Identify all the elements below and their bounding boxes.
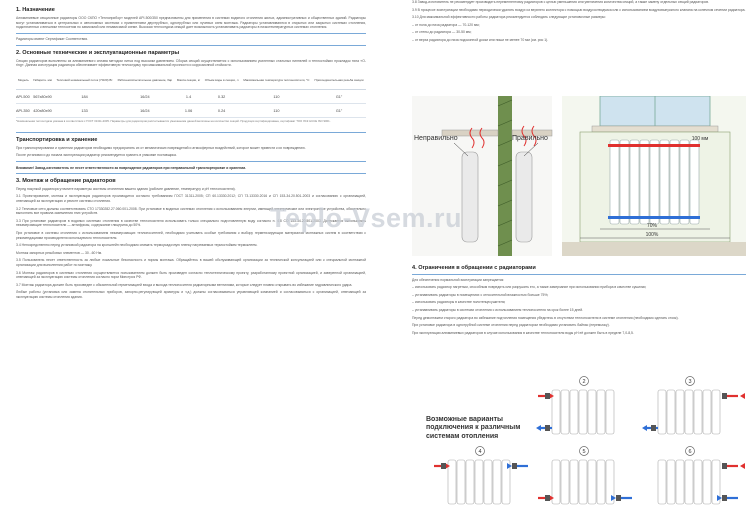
specs-table [16, 73, 366, 119]
table-row [16, 90, 366, 104]
divider [16, 132, 366, 133]
valve [616, 495, 621, 501]
label-wrong: Неправильно [414, 135, 458, 142]
windowsill [592, 126, 718, 132]
section-1-title: 1. Назначение [16, 7, 55, 13]
floor [562, 242, 746, 256]
table-header-cell: Модель [16, 73, 31, 90]
section-4-paragraph: – устанавливать радиаторы в системах отопления с использованием теплоносителя на срок более 15 дней. [412, 308, 584, 313]
section-4 [412, 262, 746, 372]
valve [512, 463, 517, 469]
table-cell: G1" [312, 90, 366, 104]
dim-70: 70% [646, 223, 658, 229]
table-header-cell: Присоединительная резьба секции [312, 73, 366, 90]
radiator-section [610, 140, 619, 224]
section-3-paragraph: 3.3 При установке радиаторов в водяных системах отопления в качестве теплоносителя использовать только специально подготовленную воду согласно п. 4.8 СО 153-34.20.501-2003. Допускается использовать незамерзающие теплоносители — антифризы, содержание глицерина до 50%. [16, 218, 366, 228]
table-cell: G1" [312, 104, 366, 118]
variant-radiator [642, 377, 745, 435]
variant-section [561, 460, 569, 504]
variant-section [712, 390, 720, 434]
section-4-title: 4. Ограничения в обращении с радиаторами [412, 265, 536, 271]
radiator-section [670, 140, 679, 224]
variant-section [597, 460, 605, 504]
right-paragraph: 3.10 Для максимальной эффективности работы радиатора рекомендуется соблюдать следующие установочные размеры: [412, 15, 606, 20]
divider [16, 33, 366, 34]
variant-section [703, 460, 711, 504]
variant-section [484, 460, 492, 504]
variant-section [676, 460, 684, 504]
radiator-section [650, 140, 659, 224]
variant-radiator [434, 447, 528, 505]
variant-section [685, 390, 693, 434]
valve [722, 495, 727, 501]
section-4-paragraph: – использовать радиаторы в качестве полотенцесушителя; [412, 300, 506, 305]
variants-title: Возможные варианты подключения к различным системам отопления [426, 416, 521, 440]
section-3-paragraph: При установке в системы отопления с использованием незамерзающих теплоносителей, необходимо учитывать особые требования к выбору герметизирующих материалов монтажных систем в соответствии с рекомендациями производителя используемого теплоносителя. [16, 231, 366, 240]
section-4-paragraph: При эксплуатации алюминиевых радиаторов в случае использования в качестве теплоносителя воды pH её должен быть в пределе 7,0-8,5. [412, 330, 634, 335]
section-4-paragraph: При установке радиатора в однотрубной системе отопления перед радиатором необходимо установить байпас (перемычку). [412, 323, 610, 328]
table-header-cell: Рабочее/испытательное давление, бар [115, 73, 175, 90]
variant-section [703, 390, 711, 434]
section-4-paragraph: – использовать радиатор нагретым, способным повредить или разрушить его, а также замерзание при использовании прибора в качестве сушилки; [412, 285, 647, 290]
table-header-cell: Габаритн. мм [31, 73, 54, 90]
arrow-head [740, 393, 745, 399]
arrow-head [536, 425, 541, 431]
section-3-paragraph: Монтаж запорных резьбовых элементов — 30...60 Нм. [16, 250, 103, 255]
divider [16, 173, 366, 174]
variant-section [685, 460, 693, 504]
variant-section [667, 390, 675, 434]
section-3-paragraph: 3.1 Проектирование, монтаж и эксплуатация радиаторов производится согласно требованиям ГОСТ 31311-2005; СП 60.13330.2012; СП 73.13330.2016 и СП 153-34.20.501-2003 и согласованию с организацией, отвечающей за эксплуатацию и ремонт системы отопления. [16, 194, 366, 204]
variant-number: 6 [688, 449, 692, 455]
variant-section [552, 390, 560, 434]
variants-diagram [414, 370, 746, 514]
variant-section [579, 460, 587, 504]
table-cell: 0.24 [202, 104, 240, 118]
radiator-wrong [462, 152, 478, 242]
transport-paragraph-2: После установки и до начала эксплуатации радиатор рекомендуется хранить в упаковке поставщика. [16, 153, 177, 158]
table-header-cell: Масса секции, кг [175, 73, 203, 90]
valve [545, 393, 550, 399]
table-header-cell: Объем воды в секции, л [202, 73, 240, 90]
variant-section [448, 460, 456, 504]
radiator-right [516, 152, 532, 242]
radiator-section [660, 140, 669, 224]
radiator-sections [610, 140, 699, 224]
table-cell: 420х80х90 [31, 104, 54, 118]
valve [441, 463, 446, 469]
variant-section [475, 460, 483, 504]
section-4-paragraph: Для обеспечения нормальной эксплуатации запрещается: [412, 277, 505, 282]
section-3-paragraph: 3.7 Монтаж радиатора должен быть произведен с обязательной герметизацией входа и выхода теплоносителя радиаторными вентилями, которые следует плавно открывать во избежание гидравлического удара. [16, 282, 353, 287]
variant-section [570, 460, 578, 504]
divider [16, 45, 366, 46]
hot-pipe [608, 144, 700, 147]
transport-title: Транспортировка и хранение [16, 136, 98, 143]
table-cell: 110 [241, 90, 312, 104]
dim-100: 100% [645, 232, 659, 238]
right-paragraph: – от верха радиатора до низа подоконной доски или ниши не менее 70 мм (см. рис 1). [412, 37, 549, 42]
variant-section [588, 460, 596, 504]
valve [545, 425, 550, 431]
section-4-paragraph: – устанавливать радиаторы в помещениях с относительной влажностью больше 75%; [412, 292, 549, 297]
section-4-paragraph: Перед демонтажем старого радиатора во избежание подтопления помещения убедитесь в отсутствии теплоносителя в системе отопления (необходимо сделать стояк). [412, 315, 679, 320]
variant-section [694, 390, 702, 434]
valve [722, 393, 727, 399]
table-header-row [16, 73, 366, 90]
variant-radiator [538, 447, 632, 505]
table-cell: 0.32 [202, 90, 240, 104]
variant-radiator [658, 447, 745, 505]
table-cell: 16/24 [115, 90, 175, 104]
divider [412, 274, 746, 275]
installation-illustration [412, 96, 746, 256]
section-3-paragraph: Перед покупкой радиатора уточните параметры системы отопления вашего здания (рабочее давление, температуру и pH теплоносителя). [16, 186, 236, 191]
variant-section [676, 390, 684, 434]
variant-section [561, 390, 569, 434]
variant-section [597, 390, 605, 434]
section-3-paragraph: 3.5 Пользователь несет ответственность за любые локальные безопасность и нормы монтажа. Обращайтесь в вашей обслуживающей организации за технической консультацией или к специальной монтажной организации для выполнения работ по монтажу. [16, 258, 366, 267]
variant-section [694, 460, 702, 504]
right-paragraph: 3.9 В процессе эксплуатации необходимо периодически удалять воздух из верхнего коллектора с помощью воздухоотводчика или с использованием воздуховыпускного клапана на конечном сечении радиатора. [412, 7, 746, 12]
table-cell: 1.4 [175, 90, 203, 104]
watermark: Teplo-Vsem.ru [270, 203, 463, 233]
table-cell: API-500 [16, 90, 31, 104]
section-3-paragraph: 3.6 Монтаж радиаторов в системах отопления осуществляется пользователем должен быть произведен согласно теплотехническому проекту, разработанному проектной организацией, и заверенной организацией, отвечающей за эксплуатацию системы отопления согласно норм Минстроя РФ. [16, 270, 366, 280]
variant-section [606, 390, 614, 434]
table-footnote: *Номинальная теплоотдача указана в соответствии с ГОСТ 31311-2005. Параметры для радиаторов рассчитываются умножением данной величины на количество секций. Продукция сертифицирована, сертификат ТОО ЛСК НССЕ ISO 9001. [16, 119, 331, 124]
variant-section [667, 460, 675, 504]
valve [651, 425, 656, 431]
table-header-cell: Максимальная температура теплоносителя, °С [241, 73, 312, 90]
radiator-section [620, 140, 629, 224]
valve [545, 495, 550, 501]
radiator-section [690, 140, 699, 224]
radiator-section [630, 140, 639, 224]
section-3-paragraph: Любые работы (установка или замена отопительных приборов, запорно-регулирующей арматуры и т.д.) должны согласовываться управляющей компанией и согласовываться с организацией, отвечающей за эксплуатацию системы отопления здания. [16, 290, 366, 299]
variant-number: 4 [478, 449, 482, 455]
variant-number: 5 [582, 449, 586, 455]
table-cell: 133 [54, 104, 115, 118]
table-cell: API-350 [16, 104, 31, 118]
section-2-title: 2. Основные технические и эксплуатационные параметры [16, 49, 180, 56]
variant-number: 2 [582, 379, 586, 385]
warning-text: Внимание! Завод-изготовитель не несет ответственности за повреждение радиаторов при неправильной транспортировке и хранении. [16, 165, 247, 170]
table-cell: 184 [54, 90, 115, 104]
section-3-paragraph: 3.2 Тепловые сети должны соответствовать СТО 17330282.27.060.001-2008. При установке в водяных системах отопления с использованием энергии, имеющей электрические или электронные устройства, обязательно выполнить все правила заземления этих устройств. [16, 206, 366, 216]
variant-section [552, 460, 560, 504]
arrow-head [642, 425, 647, 431]
wall-section [498, 96, 512, 256]
table-cell: 16/24 [115, 104, 175, 118]
variant-section [588, 390, 596, 434]
cold-pipe [608, 216, 700, 219]
section-3-title: 3. Монтаж и обращение радиаторов [16, 177, 116, 184]
variant-section [658, 460, 666, 504]
dim-100mm: 100 мм [691, 136, 709, 142]
variant-section [570, 390, 578, 434]
table-cell: 1.06 [175, 104, 203, 118]
table-row [16, 104, 366, 118]
table-cell: 567х80х90 [31, 90, 54, 104]
section-1-paragraph: Алюминиевые секционные радиаторы ООО СКПО «Теплоприбор» моделей API-500/350 предназначены для применения в системах водяного отопления жилых, административных и общественных зданий. Радиаторы могут устанавливаться в центральных и автономных системах с применением двухтрубных, однотрубных или лучевых схем монтажа. Радиаторы устанавливаются в открытых или закрытых системах отопления, подключенных к внешним теплосетям по зависимой или независимой схеме. Высокая теплоотдача секций дает возможность устанавливать радиаторы в низкотемпературных системах отопления. [16, 16, 366, 30]
variant-section [658, 390, 666, 434]
variant-radiator [536, 377, 614, 435]
section-4-body [412, 278, 746, 336]
radiator-section [680, 140, 689, 224]
variant-section [457, 460, 465, 504]
label-right: Правильно [512, 135, 548, 142]
variant-section [493, 460, 501, 504]
variant-number: 3 [688, 379, 692, 385]
variant-section [579, 390, 587, 434]
certificate-text: Радиаторы имеют Сертификат Соответствия. [16, 37, 89, 42]
divider [16, 161, 366, 162]
right-top-paragraphs [412, 0, 746, 92]
transport-paragraph: При транспортировании и хранении радиаторов необходимо предохранять их от механических повреждений и атмосферных воздействий, которое может привести к их повреждению. [16, 145, 306, 150]
variant-section [466, 460, 474, 504]
right-paragraph: 3.8 Завод-изготовитель не рекомендует производить переменгентовку радиаторов с целью уменьшения или увеличения количества секций, а также замену отдельных секций радиаторов. [412, 0, 709, 4]
arrow-head [740, 463, 745, 469]
table-body [16, 90, 366, 118]
right-paragraph: – от пола до низа радиатора — 70-120 мм; [412, 22, 480, 27]
connection-variants [414, 370, 746, 514]
section-3-paragraph: 3.4 Непосредственно перед установкой радиатора на кронштейн необходимо снимать термоусадочную пленку нагреваемых термостойким термоклеем. [16, 243, 258, 248]
section-2-paragraph: Секции радиаторов выполнены из алюминиевого сплава методом литья под высоким давлением. Сборка секций осуществляется с использованием усиленных стальных ниппелей и теплостойких прокладок типа «O-ring». Данная конструкция радиатора обеспечивает эффективную теплоотдачу при максимальной прочности и коррозионной стойкости. [16, 58, 366, 68]
left-column [0, 0, 372, 514]
table-cell: 110 [241, 104, 312, 118]
valve [722, 463, 727, 469]
right-paragraph: – от стены до радиатора — 30-50 мм; [412, 30, 472, 35]
table-header-cell: Тепловой номинальный поток (70/20) Вт [54, 73, 115, 90]
radiator-section [640, 140, 649, 224]
